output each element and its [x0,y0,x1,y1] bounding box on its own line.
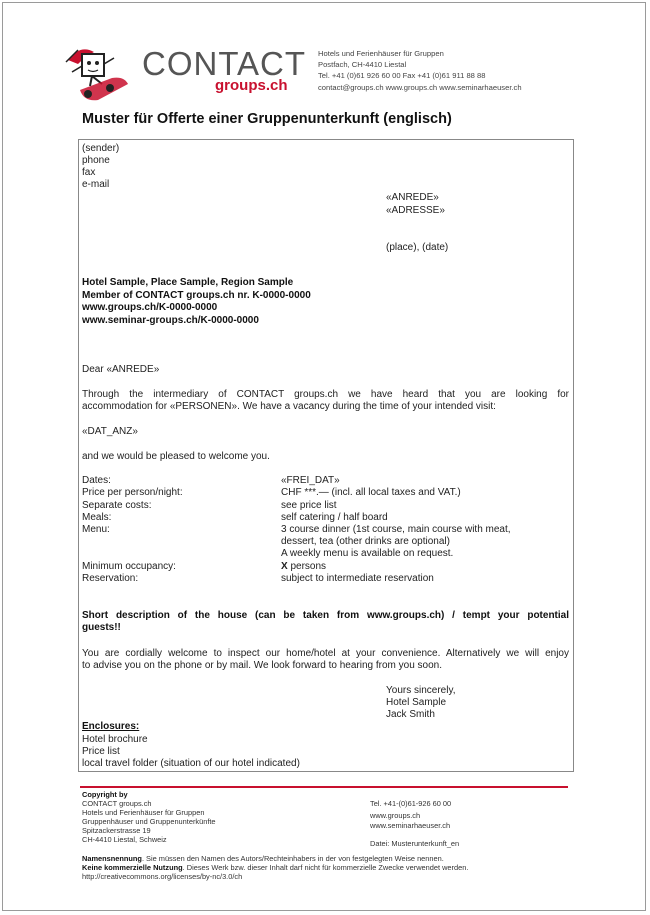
detail-value: 3 course dinner (1st course, main course with meat, [281,524,511,535]
invite-line-2: to advise you on the phone or by mail. We look forward to hearing from you soon. [82,660,443,671]
closing-signature: Jack Smith [386,709,435,720]
recipient-salutation-field: «ANREDE» [386,192,439,203]
footer-left-line: Hotels und Ferienhäuser für Gruppen [82,808,205,817]
detail-label: Menu: [82,524,110,535]
hotel-line: Hotel Sample, Place Sample, Region Sample [82,277,294,288]
footer-file-name: Datei: Musterunterkunft_en [370,839,460,848]
closing-line: Yours sincerely, [386,685,456,696]
brand-wordmark: CONTACT [142,45,307,82]
detail-label: Dates: [82,475,111,486]
short-description-line-2: guests!! [82,622,121,633]
header-line-2: Postfach, CH-4410 Liestal [318,60,407,69]
sender-line: phone [82,155,110,166]
intro-line-2: accommodation for «PERSONEN». We have a vacancy during the time of your intended visit: [82,401,496,412]
sender-line: e-mail [82,179,110,190]
detail-label: Minimum occupancy: [82,561,176,572]
dat-anz-field: «DAT_ANZ» [82,426,138,437]
header-line-3: Tel. +41 (0)61 926 60 00 Fax +41 (0)61 911 88 88 [318,71,486,80]
brand-subline: groups.ch [215,77,288,94]
header-line-4: contact@groups.ch www.groups.ch www.seminarhaeuser.ch [318,83,522,92]
hotel-line: Member of CONTACT groups.ch nr. K-0000-0000 [82,290,311,301]
footer-rule [80,786,568,788]
intro-line-1: Through the intermediary of CONTACT groups.ch we have heard that you are looking for [82,389,569,400]
detail-value [281,561,326,573]
enclosure-item: Hotel brochure [82,734,148,745]
skateboard-mascot-logo-icon [58,40,134,102]
license-text: . Sie müssen den Namen des Autors/Rechteinhabers in der von festgelegten Weise nennen. [141,854,444,863]
detail-value: subject to intermediate reservation [281,573,434,584]
header-line-1: Hotels und Ferienhäuser für Gruppen [318,49,444,58]
enclosures-title: Enclosures: [82,721,140,732]
enclosure-item: local travel folder (situation of our hotel indicated) [82,758,300,769]
invite-line-1: You are cordially welcome to inspect our home/hotel at your convenience. Alternatively we will enjoy [82,648,569,659]
detail-label: Price per person/night: [82,487,183,498]
detail-label: Meals: [82,512,112,523]
footer-right-line: www.groups.ch [370,811,421,820]
license-term: Namensnennung [82,854,142,863]
place-date: (place), (date) [386,242,449,253]
salutation: Dear «ANREDE» [82,364,160,375]
copyright-title: Copyright by [82,790,128,799]
short-description-line-1: Short description of the house (can be taken from www.groups.ch) / tempt your potential [82,610,569,621]
detail-value: «FREI_DAT» [281,475,340,486]
closing-line: Hotel Sample [386,697,447,708]
footer-left-line: Spitzackerstrasse 19 [82,826,151,835]
detail-label: Reservation: [82,573,139,584]
occupancy-count: X [281,561,288,572]
sender-line: fax [82,167,96,178]
detail-value: A weekly menu is available on request. [281,548,454,559]
enclosure-item: Price list [82,746,120,757]
detail-value: dessert, tea (other drinks are optional) [281,536,450,547]
occupancy-unit: persons [287,561,327,572]
recipient-address-field: «ADRESSE» [386,205,445,216]
license-url: http://creativecommons.org/licenses/by-nc/3.0/ch [82,872,243,881]
detail-value: self catering / half board [281,512,388,523]
detail-value: see price list [281,500,337,511]
footer-left-line: CH-4410 Liestal, Schweiz [82,835,167,844]
footer-right-line: Tel. +41-(0)61-926 60 00 [370,799,452,808]
footer-right-line: www.seminarhaeuser.ch [370,821,451,830]
footer-left-line: CONTACT groups.ch [82,799,152,808]
hotel-line: www.seminar-groups.ch/K-0000-0000 [82,315,259,326]
license-text: . Dieses Werk bzw. dieser Inhalt darf nicht für kommerzielle Zwecke verwendet werden. [182,863,469,872]
license-term: Keine kommerzielle Nutzung [82,863,183,872]
welcome-line: and we would be pleased to welcome you. [82,451,270,462]
hotel-line: www.groups.ch/K-0000-0000 [82,302,218,313]
footer-left-line: Gruppenhäuser und Gruppenunterkünfte [82,817,216,826]
detail-value: CHF ***.— (incl. all local taxes and VAT.) [281,487,461,498]
sender-line: (sender) [82,143,120,154]
detail-label: Separate costs: [82,500,152,511]
document-title: Muster für Offerte einer Gruppenunterkunft (englisch) [82,111,452,127]
